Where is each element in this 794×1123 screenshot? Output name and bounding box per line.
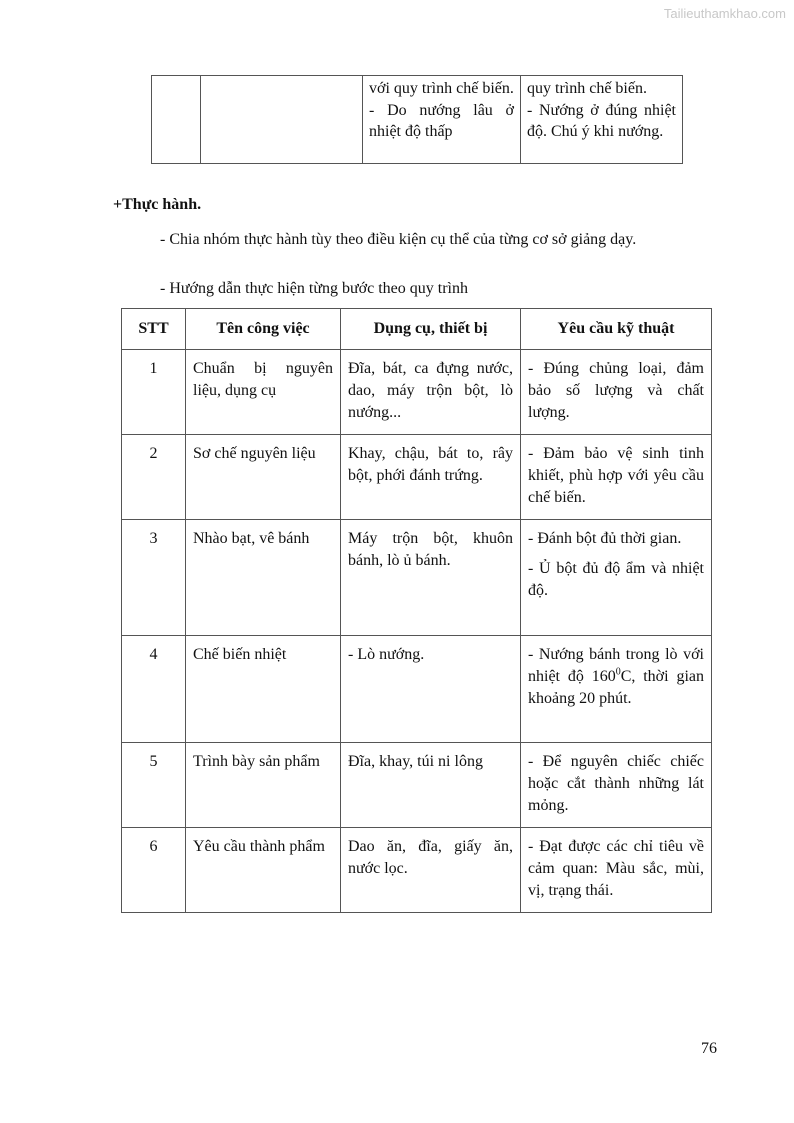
- requirement-fragment: - Nướng bánh trong lò với nhiệt độ 160: [528, 646, 704, 685]
- requirement-text: - Đảm bảo vệ sinh tinh khiết, phù hợp với yêu cầu chế biến.: [528, 445, 704, 506]
- table-cell: [152, 76, 201, 164]
- procedure-table: [121, 308, 712, 913]
- table-row: [122, 435, 712, 520]
- paragraph: - Chia nhóm thực hành tùy theo điều kiện cụ thể của từng cơ sở giảng dạy.: [160, 231, 637, 248]
- section-heading: +Thực hành.: [113, 196, 202, 213]
- page-number: 76: [701, 1040, 717, 1057]
- requirement-cell: [521, 520, 712, 636]
- requirement-text: [528, 644, 704, 710]
- requirement-fragment: C, thời gian khoảng 20 phút.: [528, 668, 704, 707]
- cell-line: với quy trình chế biến.: [369, 80, 514, 97]
- stt-cell: 6: [122, 828, 186, 913]
- requirement-cell: [521, 828, 712, 913]
- requirement-cell: [521, 636, 712, 743]
- table-row: [122, 743, 712, 828]
- requirement-text: - Đánh bột đủ thời gian.: [528, 530, 682, 547]
- requirement-text: - Để nguyên chiếc chiếc hoặc cắt thành những lát mỏng.: [528, 753, 704, 814]
- table-cell: [363, 76, 521, 164]
- requirement-text: - Đúng chủng loại, đảm bảo số lượng và chất lượng.: [528, 360, 704, 421]
- tools-cell: Khay, chậu, bát to, rây bột, phới đánh trứng.: [341, 435, 521, 520]
- column-header: Dụng cụ, thiết bị: [341, 309, 521, 350]
- cell-line: quy trình chế biến.: [527, 80, 647, 97]
- column-header: STT: [122, 309, 186, 350]
- watermark: Tailieuthamkhao.com: [663, 6, 786, 21]
- requirement-text: - Ủ bột đủ độ ẩm và nhiệt độ.: [528, 560, 704, 599]
- task-cell: Nhào bạt, vê bánh: [186, 520, 341, 636]
- requirement-text: - Đạt được các chỉ tiêu về cảm quan: Màu sắc, mùi, vị, trạng thái.: [528, 838, 704, 899]
- tools-cell: - Lò nướng.: [341, 636, 521, 743]
- previous-table-continuation: [151, 75, 683, 164]
- task-cell: Chuẩn bị nguyên liệu, dụng cụ: [186, 350, 341, 435]
- tools-cell: Máy trộn bột, khuôn bánh, lò ủ bánh.: [341, 520, 521, 636]
- requirement-cell: [521, 350, 712, 435]
- tools-cell: Đĩa, bát, ca đựng nước, dao, máy trộn bột, lò nướng...: [341, 350, 521, 435]
- table-cell: [201, 76, 363, 164]
- stt-cell: 1: [122, 350, 186, 435]
- table-header-row: [122, 309, 712, 350]
- stt-cell: 5: [122, 743, 186, 828]
- task-cell: Yêu cầu thành phẩm: [186, 828, 341, 913]
- requirement-cell: [521, 743, 712, 828]
- task-cell: Sơ chế nguyên liệu: [186, 435, 341, 520]
- paragraph: - Hướng dẫn thực hiện từng bước theo quy trình: [160, 280, 468, 297]
- column-header: Tên công việc: [186, 309, 341, 350]
- task-cell: Chế biến nhiệt: [186, 636, 341, 743]
- table-row: [122, 828, 712, 913]
- column-header: Yêu cầu kỹ thuật: [521, 309, 712, 350]
- task-cell: Trình bày sản phẩm: [186, 743, 341, 828]
- stt-cell: 3: [122, 520, 186, 636]
- stt-cell: 4: [122, 636, 186, 743]
- tools-cell: Đĩa, khay, túi ni lông: [341, 743, 521, 828]
- tools-cell: Dao ăn, đĩa, giấy ăn, nước lọc.: [341, 828, 521, 913]
- cell-line: - Nướng ở đúng nhiệt độ. Chú ý khi nướng.: [527, 101, 676, 140]
- table-row: [122, 636, 712, 743]
- requirement-cell: [521, 435, 712, 520]
- stt-cell: 2: [122, 435, 186, 520]
- table-row: [122, 520, 712, 636]
- table-row: [152, 76, 683, 164]
- cell-line: - Do nướng lâu ở nhiệt độ thấp: [369, 101, 514, 140]
- table-row: [122, 350, 712, 435]
- degree-superscript: 0: [615, 666, 621, 678]
- table-cell: [521, 76, 683, 164]
